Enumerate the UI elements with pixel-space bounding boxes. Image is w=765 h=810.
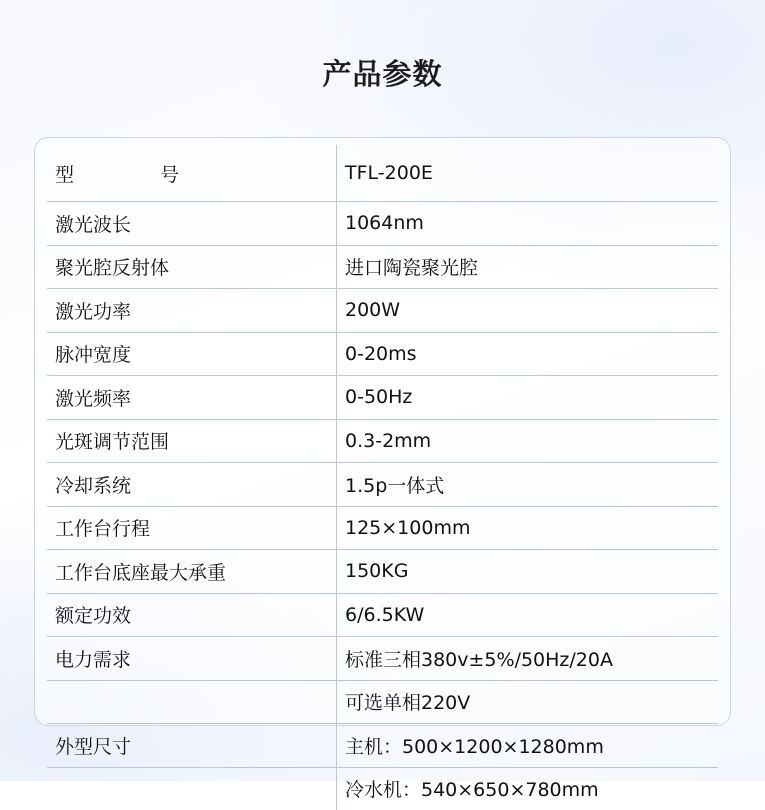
- table-row: [47, 593, 718, 637]
- spec-label: 激光频率: [47, 376, 337, 420]
- spec-label: 脉冲宽度: [47, 332, 337, 376]
- spec-value: 125×100mm: [337, 506, 719, 550]
- spec-value: 0.3-2mm: [337, 419, 719, 463]
- table-row: [47, 637, 718, 681]
- spec-value: 标准三相380v±5%/50Hz/20A: [337, 637, 719, 681]
- spec-label: 聚光腔反射体: [47, 245, 337, 289]
- spec-value: TFL-200E: [337, 145, 719, 202]
- spec-value: 200W: [337, 289, 719, 333]
- spec-label: 外型尺寸: [47, 724, 337, 768]
- spec-value: 冷水机：540×650×780mm: [345, 779, 599, 802]
- table-row: [47, 724, 718, 768]
- spec-value: 0-50Hz: [337, 376, 719, 420]
- spec-label: 工作台底座最大承重: [47, 550, 337, 594]
- table-row: [47, 145, 718, 202]
- table-row: [47, 245, 718, 289]
- spec-value: 1.5p一体式: [337, 463, 719, 507]
- spec-label: 电力需求: [47, 637, 337, 681]
- spec-value: 1064nm: [337, 202, 719, 246]
- spec-value: 主机：500×1200×1280mm: [337, 724, 719, 768]
- spec-value: 0-20ms: [337, 332, 719, 376]
- spec-label: 冷却系统: [47, 463, 337, 507]
- table-row: [47, 767, 718, 810]
- spec-value: 可选单相220V: [337, 680, 719, 724]
- spec-value: 进口陶瓷聚光腔: [337, 245, 719, 289]
- spec-value: 150KG: [337, 550, 719, 594]
- spec-value: 6/6.5KW: [337, 593, 719, 637]
- spec-label: 额定功效: [47, 593, 337, 637]
- table-row: [47, 289, 718, 333]
- table-row: [47, 463, 718, 507]
- spec-label-empty: [47, 767, 337, 810]
- spec-table: [47, 145, 718, 810]
- spec-label: 型 号: [47, 145, 337, 202]
- table-row: [47, 506, 718, 550]
- table-row: [47, 332, 718, 376]
- spec-label: 光斑调节范围: [47, 419, 337, 463]
- table-row: [47, 202, 718, 246]
- table-row: [47, 376, 718, 420]
- spec-label: 激光功率: [47, 289, 337, 333]
- table-row: [47, 680, 718, 724]
- page-title: 产品参数: [322, 57, 443, 91]
- spec-label: 激光波长: [47, 202, 337, 246]
- spec-label: 工作台行程: [47, 506, 337, 550]
- spec-label-empty: [47, 680, 337, 724]
- table-row: [47, 550, 718, 594]
- table-row: [47, 419, 718, 463]
